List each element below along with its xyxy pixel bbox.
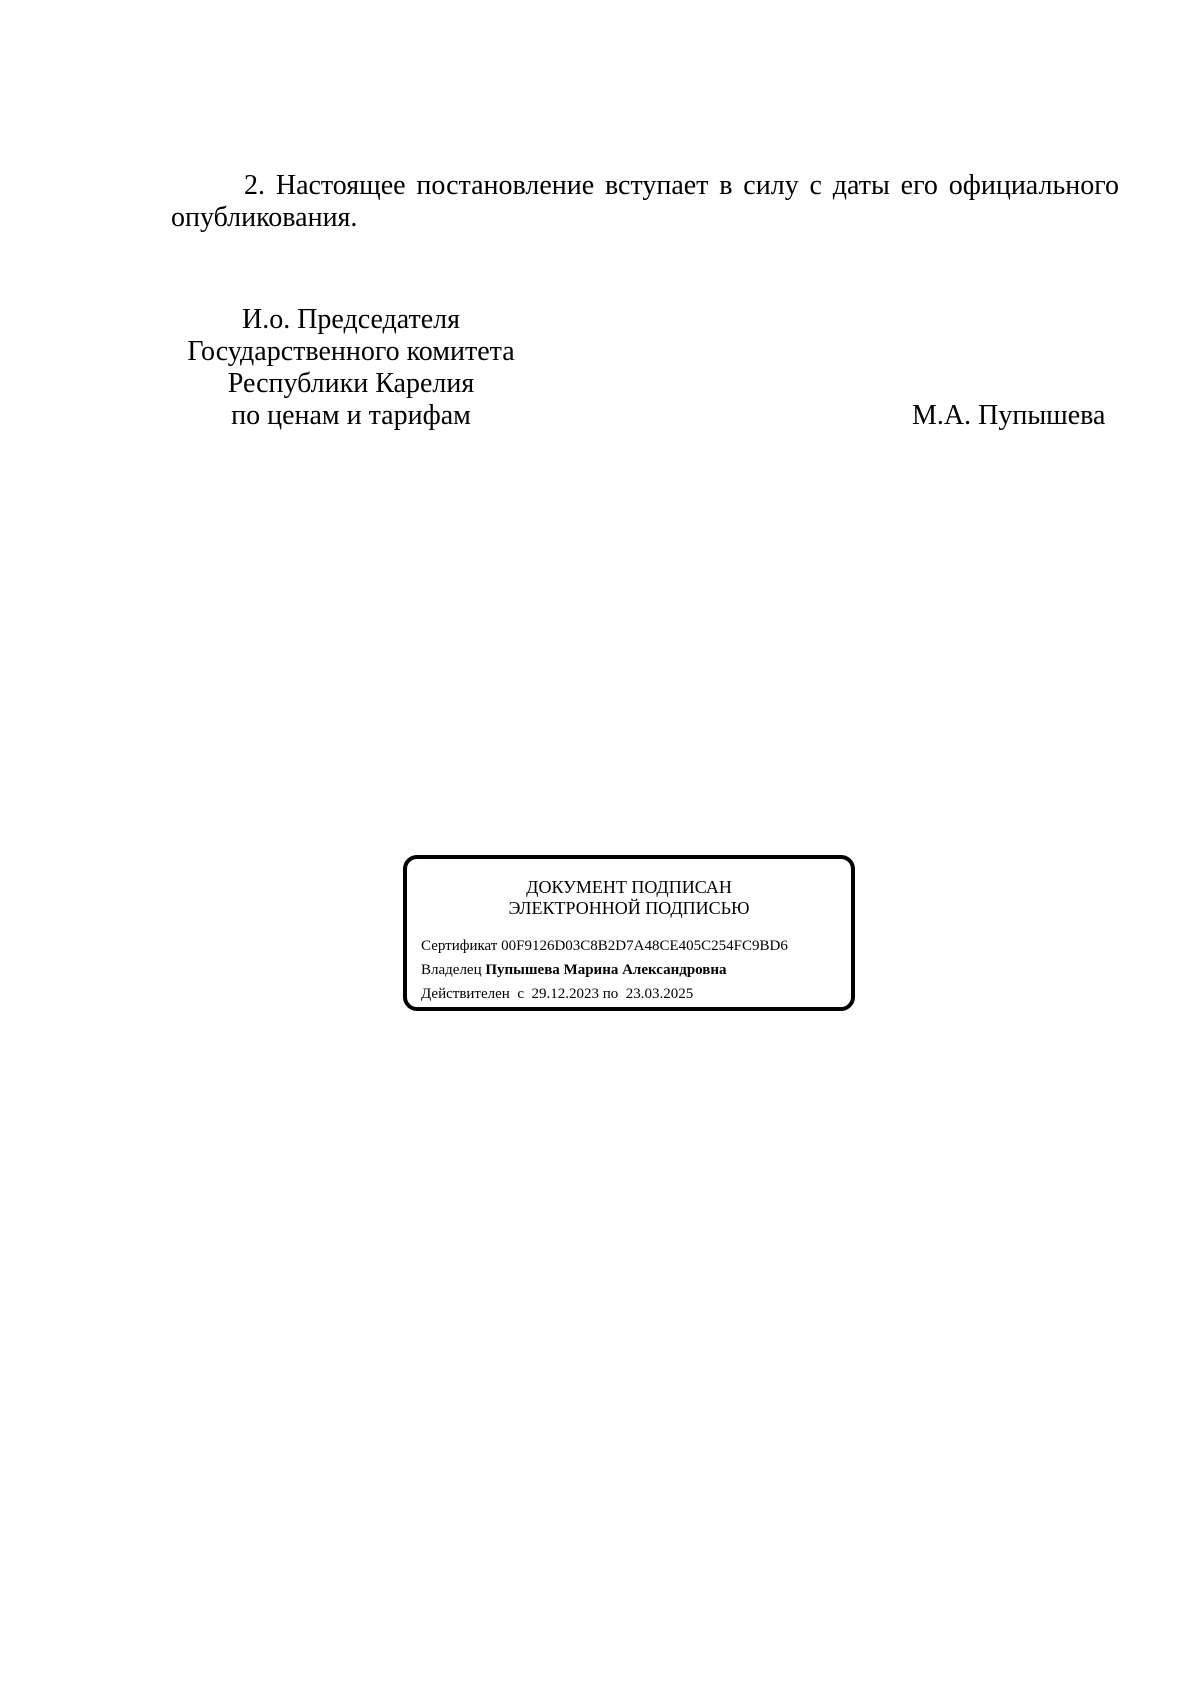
certificate-label: Сертификат [421,938,498,954]
stamp-validity-line [421,985,693,1003]
valid-to-label: по [602,986,619,1002]
owner-value: Пупышева Марина Александровна [485,962,727,978]
signer-title-line: Государственного комитета [187,336,515,367]
valid-from-label: с [517,986,524,1002]
signer-title-line: Республики Карелия [227,368,475,399]
signer-title-line: по ценам и тарифам [231,400,471,431]
valid-label: Действителен [421,986,510,1002]
valid-to-date: 23.03.2025 [625,986,694,1002]
stamp-header-line: ДОКУМЕНТ ПОДПИСАН [526,877,732,897]
valid-from-date: 29.12.2023 [531,986,599,1002]
signer-title-line: И.о. Председателя [241,304,461,335]
stamp-owner-line [421,961,727,979]
signer-name: М.А. Пупышева [912,400,1106,431]
owner-label: Владелец [421,962,482,978]
stamp-header [407,877,851,919]
signer-title-block [160,304,542,432]
certificate-value: 00F9126D03C8B2D7A48CE405C254FC9BD6 [501,938,788,954]
electronic-signature-stamp [403,855,855,1011]
stamp-certificate-line [421,937,788,955]
stamp-header-line: ЭЛЕКТРОННОЙ ПОДПИСЬЮ [508,898,750,918]
resolution-paragraph: 2. Настоящее постановление вступает в силу с даты его официального опубликования. [171,170,1119,233]
